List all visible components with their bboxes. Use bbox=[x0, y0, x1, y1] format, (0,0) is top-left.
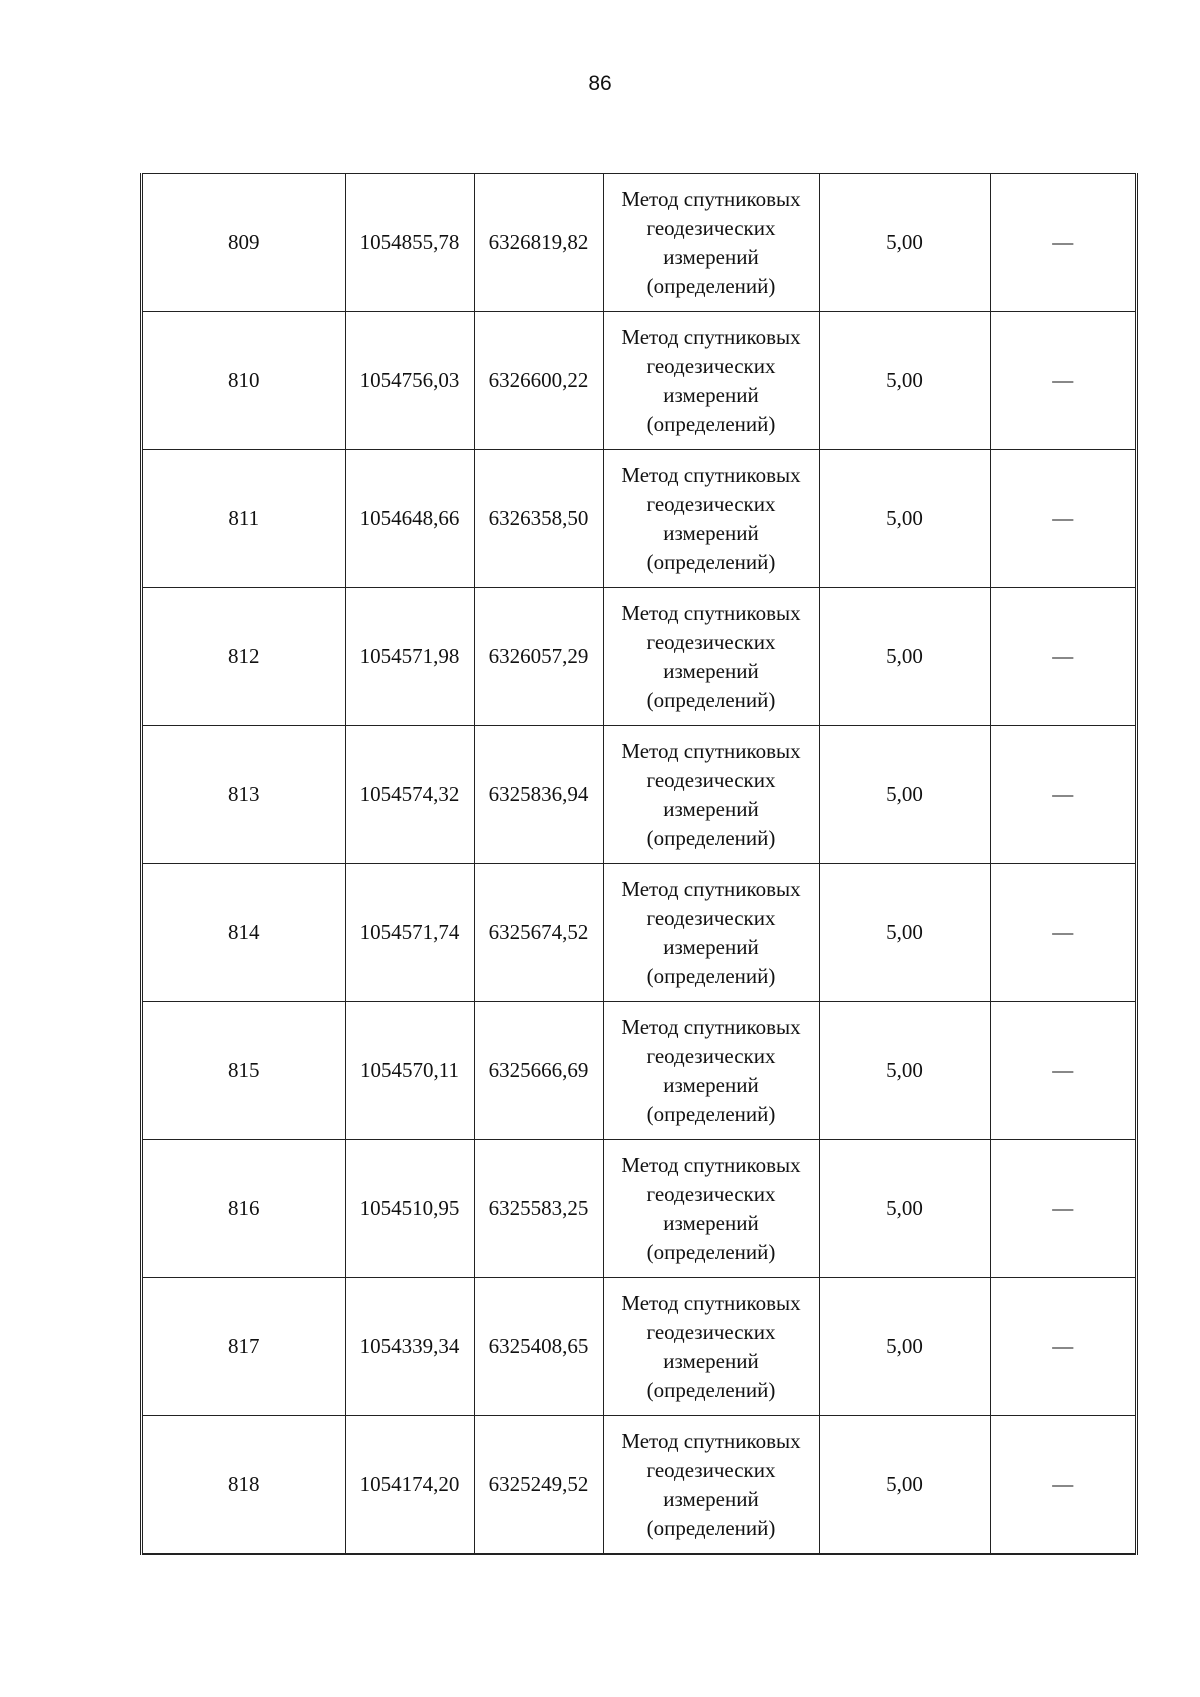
method-line: измерений bbox=[663, 1210, 759, 1235]
note-cell: — bbox=[990, 312, 1135, 450]
method-cell bbox=[603, 864, 819, 1002]
x-coordinate-cell: 1054648,66 bbox=[345, 450, 474, 588]
note-cell: — bbox=[990, 1416, 1135, 1555]
method-line: Метод спутниковых bbox=[621, 186, 801, 211]
note-cell: — bbox=[990, 864, 1135, 1002]
accuracy-cell: 5,00 bbox=[819, 726, 990, 864]
table-row bbox=[143, 312, 1135, 450]
method-line: геодезических bbox=[646, 491, 776, 516]
method-cell bbox=[603, 1140, 819, 1278]
method-cell bbox=[603, 588, 819, 726]
method-line: Метод спутниковых bbox=[621, 1152, 801, 1177]
y-coordinate-cell: 6325666,69 bbox=[474, 1002, 603, 1140]
method-line: (определений) bbox=[646, 549, 776, 574]
y-coordinate-cell: 6325674,52 bbox=[474, 864, 603, 1002]
table-body bbox=[143, 174, 1135, 1555]
method-line: геодезических bbox=[646, 1181, 776, 1206]
point-number-cell: 814 bbox=[143, 864, 345, 1002]
coordinates-table-wrapper bbox=[140, 173, 1138, 1555]
method-line: Метод спутниковых bbox=[621, 600, 801, 625]
y-coordinate-cell: 6325836,94 bbox=[474, 726, 603, 864]
method-line: геодезических bbox=[646, 767, 776, 792]
point-number-cell: 811 bbox=[143, 450, 345, 588]
method-line: геодезических bbox=[646, 353, 776, 378]
y-coordinate-cell: 6325408,65 bbox=[474, 1278, 603, 1416]
x-coordinate-cell: 1054174,20 bbox=[345, 1416, 474, 1555]
table-row bbox=[143, 1002, 1135, 1140]
method-cell bbox=[603, 726, 819, 864]
method-line: измерений bbox=[663, 520, 759, 545]
accuracy-cell: 5,00 bbox=[819, 1278, 990, 1416]
point-number-cell: 809 bbox=[143, 174, 345, 312]
method-cell bbox=[603, 1416, 819, 1555]
accuracy-cell: 5,00 bbox=[819, 450, 990, 588]
y-coordinate-cell: 6326358,50 bbox=[474, 450, 603, 588]
table-row bbox=[143, 450, 1135, 588]
method-cell bbox=[603, 450, 819, 588]
x-coordinate-cell: 1054510,95 bbox=[345, 1140, 474, 1278]
method-line: геодезических bbox=[646, 1319, 776, 1344]
method-line: измерений bbox=[663, 244, 759, 269]
y-coordinate-cell: 6325583,25 bbox=[474, 1140, 603, 1278]
note-cell: — bbox=[990, 174, 1135, 312]
table-row bbox=[143, 1140, 1135, 1278]
table-row bbox=[143, 588, 1135, 726]
method-cell bbox=[603, 1278, 819, 1416]
method-line: измерений bbox=[663, 1348, 759, 1373]
accuracy-cell: 5,00 bbox=[819, 588, 990, 726]
method-line: (определений) bbox=[646, 1239, 776, 1264]
y-coordinate-cell: 6326819,82 bbox=[474, 174, 603, 312]
method-line: геодезических bbox=[646, 1043, 776, 1068]
method-line: (определений) bbox=[646, 273, 776, 298]
method-cell bbox=[603, 312, 819, 450]
method-line: измерений bbox=[663, 1486, 759, 1511]
note-cell: — bbox=[990, 1278, 1135, 1416]
x-coordinate-cell: 1054855,78 bbox=[345, 174, 474, 312]
x-coordinate-cell: 1054571,98 bbox=[345, 588, 474, 726]
method-line: (определений) bbox=[646, 825, 776, 850]
method-line: измерений bbox=[663, 796, 759, 821]
table-row bbox=[143, 1416, 1135, 1555]
method-line: геодезических bbox=[646, 1457, 776, 1482]
method-line: Метод спутниковых bbox=[621, 324, 801, 349]
table-row bbox=[143, 864, 1135, 1002]
note-cell: — bbox=[990, 450, 1135, 588]
method-line: (определений) bbox=[646, 411, 776, 436]
method-line: (определений) bbox=[646, 963, 776, 988]
method-line: (определений) bbox=[646, 1101, 776, 1126]
method-line: Метод спутниковых bbox=[621, 1428, 801, 1453]
table-row bbox=[143, 174, 1135, 312]
point-number-cell: 817 bbox=[143, 1278, 345, 1416]
y-coordinate-cell: 6326057,29 bbox=[474, 588, 603, 726]
x-coordinate-cell: 1054574,32 bbox=[345, 726, 474, 864]
method-line: (определений) bbox=[646, 687, 776, 712]
note-cell: — bbox=[990, 1002, 1135, 1140]
page-number: 86 bbox=[588, 72, 612, 95]
method-line: Метод спутниковых bbox=[621, 876, 801, 901]
coordinates-table bbox=[143, 173, 1135, 1555]
method-line: измерений bbox=[663, 658, 759, 683]
point-number-cell: 815 bbox=[143, 1002, 345, 1140]
point-number-cell: 810 bbox=[143, 312, 345, 450]
point-number-cell: 818 bbox=[143, 1416, 345, 1555]
x-coordinate-cell: 1054570,11 bbox=[345, 1002, 474, 1140]
x-coordinate-cell: 1054571,74 bbox=[345, 864, 474, 1002]
table-row bbox=[143, 726, 1135, 864]
method-line: измерений bbox=[663, 1072, 759, 1097]
method-line: измерений bbox=[663, 382, 759, 407]
accuracy-cell: 5,00 bbox=[819, 1140, 990, 1278]
method-line: Метод спутниковых bbox=[621, 462, 801, 487]
method-line: Метод спутниковых bbox=[621, 738, 801, 763]
note-cell: — bbox=[990, 588, 1135, 726]
accuracy-cell: 5,00 bbox=[819, 864, 990, 1002]
accuracy-cell: 5,00 bbox=[819, 174, 990, 312]
method-line: Метод спутниковых bbox=[621, 1290, 801, 1315]
table-row bbox=[143, 1278, 1135, 1416]
method-cell bbox=[603, 1002, 819, 1140]
point-number-cell: 812 bbox=[143, 588, 345, 726]
method-line: геодезических bbox=[646, 215, 776, 240]
note-cell: — bbox=[990, 1140, 1135, 1278]
method-line: (определений) bbox=[646, 1377, 776, 1402]
method-line: геодезических bbox=[646, 905, 776, 930]
accuracy-cell: 5,00 bbox=[819, 312, 990, 450]
y-coordinate-cell: 6326600,22 bbox=[474, 312, 603, 450]
accuracy-cell: 5,00 bbox=[819, 1416, 990, 1555]
x-coordinate-cell: 1054756,03 bbox=[345, 312, 474, 450]
method-line: Метод спутниковых bbox=[621, 1014, 801, 1039]
point-number-cell: 813 bbox=[143, 726, 345, 864]
method-cell bbox=[603, 174, 819, 312]
method-line: (определений) bbox=[646, 1515, 776, 1540]
x-coordinate-cell: 1054339,34 bbox=[345, 1278, 474, 1416]
accuracy-cell: 5,00 bbox=[819, 1002, 990, 1140]
y-coordinate-cell: 6325249,52 bbox=[474, 1416, 603, 1555]
method-line: измерений bbox=[663, 934, 759, 959]
note-cell: — bbox=[990, 726, 1135, 864]
point-number-cell: 816 bbox=[143, 1140, 345, 1278]
method-line: геодезических bbox=[646, 629, 776, 654]
